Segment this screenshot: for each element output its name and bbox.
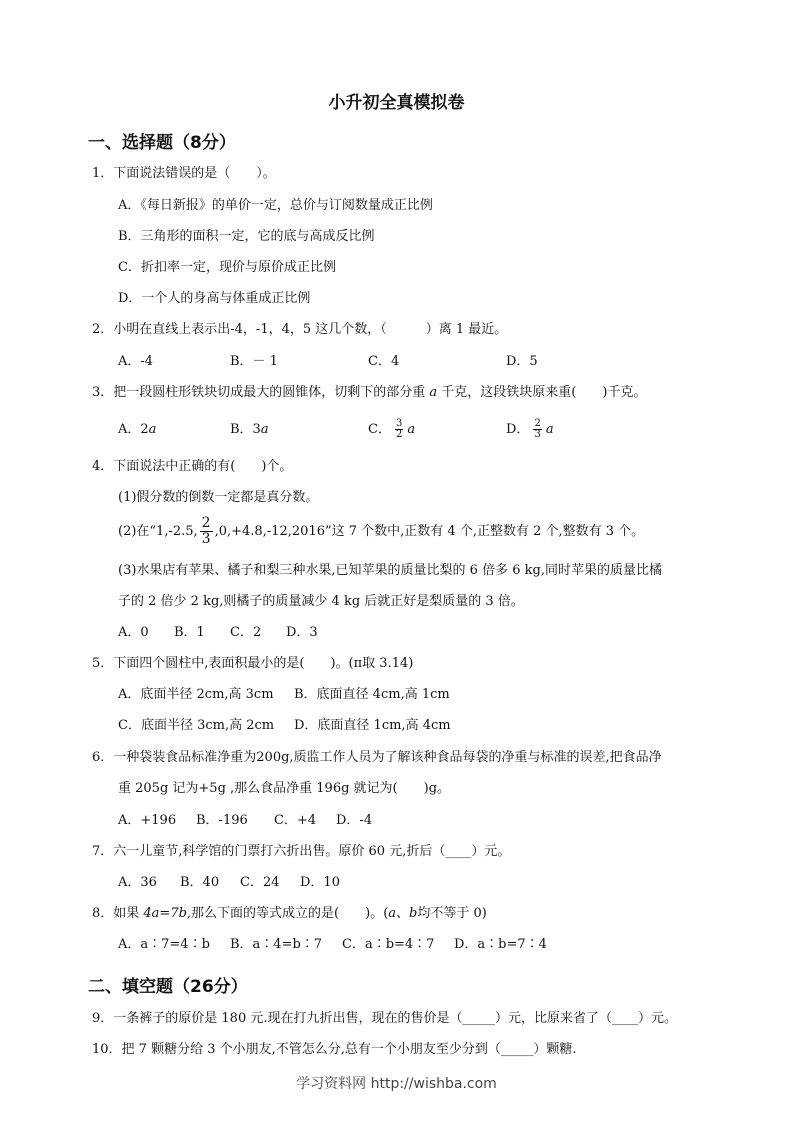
question-1-option-a: A．《每日新报》的单价一定，总价与订阅数量成正比例 xyxy=(118,198,433,213)
question-8-option-b: B．a∶4=b∶7 xyxy=(230,937,323,952)
question-8-stem-mid: ,那么下面的等式成立的是( )。( xyxy=(186,906,389,921)
question-3-option-b xyxy=(230,422,269,438)
question-1-stem: 1．下面说法错误的是（ ）。 xyxy=(92,166,276,181)
question-3-option-c-label: C． xyxy=(368,422,391,437)
question-4-option-c: C．2 xyxy=(230,625,262,640)
question-8-option-d: D．a∶b=7∶4 xyxy=(454,937,547,952)
question-3-option-d-fraction xyxy=(533,419,541,440)
question-2-option-d: D．5 xyxy=(506,354,538,369)
question-1-option-d: D．一个人的身高与体重成正比例 xyxy=(118,291,311,306)
question-8-stem-equation: 4a=7b xyxy=(143,906,187,921)
watermark-footer: 学习资料网 http://wishba.com xyxy=(296,1076,497,1092)
question-3-option-a xyxy=(118,422,156,438)
question-3-stem xyxy=(92,385,646,401)
question-8-stem-post: 均不等于 0) xyxy=(417,906,487,921)
question-4-option-d: D．3 xyxy=(286,625,318,640)
question-5-option-b: B．底面直径 4cm,高 1cm xyxy=(294,687,450,702)
question-2-option-a: A．-4 xyxy=(118,354,154,369)
question-10: 10．把 7 颗糖分给 3 个小朋友,不管怎么分,总有一个小朋友至少分到（_____）颗糖. xyxy=(92,1042,577,1057)
question-4-statement-2-fraction xyxy=(200,516,213,547)
question-3-stem-post: 千克，这段铁块原来重( )千克。 xyxy=(437,385,647,400)
question-7-option-c: C．24 xyxy=(240,875,280,890)
question-7-option-a: A．36 xyxy=(118,875,157,890)
question-8-stem-pre: 8．如果 xyxy=(92,906,144,921)
section-heading-fill-blank: 二、填空题（26分） xyxy=(88,977,248,997)
question-4-statement-2 xyxy=(118,514,644,550)
question-5-option-d: D．底面直径 1cm,高 4cm xyxy=(294,718,451,733)
question-6-option-d: D．-4 xyxy=(336,813,373,828)
section-heading-choice: 一、选择题（8分） xyxy=(88,133,236,153)
question-3-option-b-var: a xyxy=(260,422,269,437)
fraction-denominator: 3 xyxy=(534,429,541,440)
question-6-option-b: B．-196 xyxy=(196,813,248,828)
question-8-option-a: A．a∶7=4∶b xyxy=(118,937,210,952)
fraction-numerator: 2 xyxy=(201,515,211,531)
question-4-option-a: A．0 xyxy=(118,625,149,640)
question-6-stem-line-2: 重 205g 记为+5g ,那么食品净重 196g 就记为( )g。 xyxy=(118,781,451,796)
question-8-stem-vars: a、b xyxy=(388,906,418,921)
question-7-option-b: B．40 xyxy=(180,875,220,890)
question-3-option-a-label: A．2 xyxy=(118,422,149,437)
question-5-option-c: C．底面半径 3cm,高 2cm xyxy=(118,718,275,733)
question-9: 9．一条裤子的原价是 180 元.现在打九折出售，现在的售价是（_____）元，比原来省了（____）元。 xyxy=(92,1011,677,1026)
question-3-stem-pre: 3．把一段圆柱形铁块切成最大的圆锥体，切剩下的部分重 xyxy=(92,385,430,400)
question-5-option-a: A．底面半径 2cm,高 3cm xyxy=(118,687,274,702)
question-1-option-c: C．折扣率一定，现价与原价成正比例 xyxy=(118,260,336,275)
question-7-stem: 7．六一儿童节,科学馆的门票打六折出售。原价 60 元,折后（____）元。 xyxy=(92,844,511,859)
question-6-stem-line-1: 6．一种袋装食品标准净重为200g,质监工作人员为了解该种食品每袋的净重与标准的误差,把食品净 xyxy=(92,750,662,765)
question-8-stem xyxy=(92,906,487,922)
fraction-numerator: 2 xyxy=(534,418,541,429)
fraction-denominator: 2 xyxy=(395,429,403,440)
question-3-option-c xyxy=(368,416,415,444)
question-3-option-d xyxy=(506,416,554,444)
question-3-option-a-var: a xyxy=(148,422,157,437)
question-8-option-c: C．a∶b=4∶7 xyxy=(342,937,435,952)
fraction-denominator: 3 xyxy=(201,531,211,547)
question-4-statement-2-pre: (2)在“1,-2.5, xyxy=(118,524,198,539)
question-2-option-b: B．－ 1 xyxy=(230,354,278,369)
question-4-option-b: B．1 xyxy=(174,625,205,640)
question-1-option-b: B．三角形的面积一定，它的底与高成反比例 xyxy=(118,229,375,244)
question-4-statement-1: (1)假分数的倒数一定都是真分数。 xyxy=(118,490,319,505)
question-4-statement-3b: 子的 2 倍少 2 kg,则橘子的质量减少 4 kg 后就正好是梨质量的 3 倍。 xyxy=(118,594,524,609)
question-3-option-c-fraction xyxy=(395,419,403,440)
question-6-option-c: C．+4 xyxy=(274,813,317,828)
question-7-option-d: D．10 xyxy=(300,875,340,890)
question-4-statement-3a: (3)水果店有苹果、橘子和梨三种水果,已知苹果的质量比梨的 6 倍多 6 kg,同时苹果的质量比橘 xyxy=(118,563,662,578)
page-title: 小升初全真模拟卷 xyxy=(328,93,465,113)
question-2-stem: 2．小明在直线上表示出-4，-1，4，5 这几个数，（ ）离 1 最近。 xyxy=(92,322,508,337)
question-5-stem: 5．下面四个圆柱中,表面积最小的是( )。(π取 3.14) xyxy=(92,656,414,671)
question-2-option-c: C．4 xyxy=(368,354,400,369)
question-3-option-b-label: B．3 xyxy=(230,422,261,437)
question-6-option-a: A．+196 xyxy=(118,813,177,828)
question-3-option-d-label: D． xyxy=(506,422,530,437)
question-3-option-d-var: a xyxy=(545,422,554,437)
fraction-numerator: 3 xyxy=(395,418,403,429)
question-4-stem: 4．下面说法中正确的有( )个。 xyxy=(92,459,293,474)
question-4-statement-2-post: ,0,+4.8,-12,2016”这 7 个数中,正数有 4 个,正整数有 2 个,整数有 3 个。 xyxy=(214,524,645,539)
question-3-option-c-var: a xyxy=(407,422,416,437)
question-3-stem-var: a xyxy=(429,385,438,400)
